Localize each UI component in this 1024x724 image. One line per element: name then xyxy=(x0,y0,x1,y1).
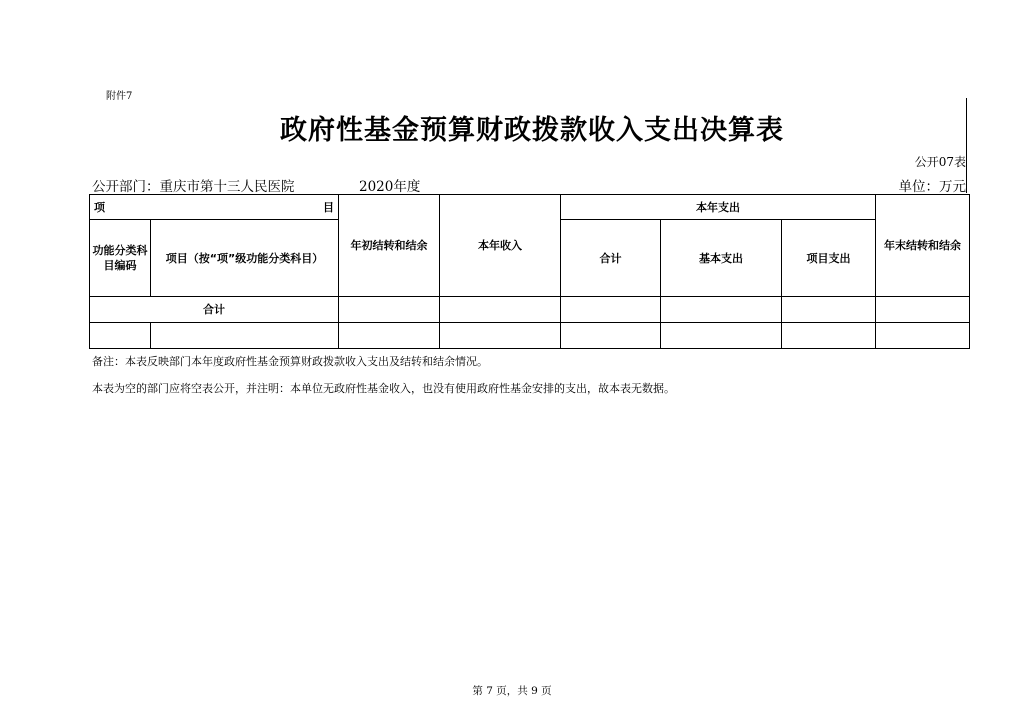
note-empty-table: 本表为空的部门应将空表公开，并注明：本单位无政府性基金收入，也没有使用政府性基金安排的支出，故本表无数据。 xyxy=(92,382,675,395)
table-cell xyxy=(339,297,440,323)
table-cell xyxy=(661,323,782,349)
project-expense-header: 项目支出 xyxy=(782,220,876,297)
function-code-header: 功能分类科目编码 xyxy=(90,220,151,297)
table-cell xyxy=(151,323,339,349)
item-header-cell xyxy=(90,195,339,220)
item-header-right: 目 xyxy=(323,200,334,214)
sum-row-label: 合计 xyxy=(90,297,339,323)
table-cell xyxy=(561,297,661,323)
table-cell xyxy=(561,323,661,349)
table-cell xyxy=(90,323,151,349)
basic-expense-header: 基本支出 xyxy=(661,220,782,297)
table-cell xyxy=(782,323,876,349)
unit-label: 单位：万元 xyxy=(898,179,966,195)
fiscal-year: 2020年度 xyxy=(359,179,421,195)
expense-total-header: 合计 xyxy=(561,220,661,297)
note-remark: 备注：本表反映部门本年度政府性基金预算财政拨款收入支出及结转和结余情况。 xyxy=(92,355,488,368)
item-header-left: 项 xyxy=(94,200,105,214)
budget-table xyxy=(89,194,970,349)
table-cell xyxy=(782,297,876,323)
form-number: 公开07表 xyxy=(914,155,966,169)
closing-balance-header: 年末结转和结余 xyxy=(876,195,970,297)
table-cell xyxy=(876,297,970,323)
page-title: 政府性基金预算财政拨款收入支出决算表 xyxy=(280,115,784,146)
department-label: 公开部门：重庆市第十三人民医院 xyxy=(92,179,295,195)
table-cell xyxy=(440,297,561,323)
annual-income-header: 本年收入 xyxy=(440,195,561,297)
annual-expense-header: 本年支出 xyxy=(561,195,876,220)
table-cell xyxy=(339,323,440,349)
opening-balance-header: 年初结转和结余 xyxy=(339,195,440,297)
table-cell xyxy=(661,297,782,323)
page-number: 第 7 页，共 9 页 xyxy=(472,685,552,697)
item-name-header: 项目（按“项”级功能分类科目） xyxy=(151,220,339,297)
table-cell xyxy=(876,323,970,349)
attachment-label: 附件7 xyxy=(106,91,133,102)
table-cell xyxy=(440,323,561,349)
